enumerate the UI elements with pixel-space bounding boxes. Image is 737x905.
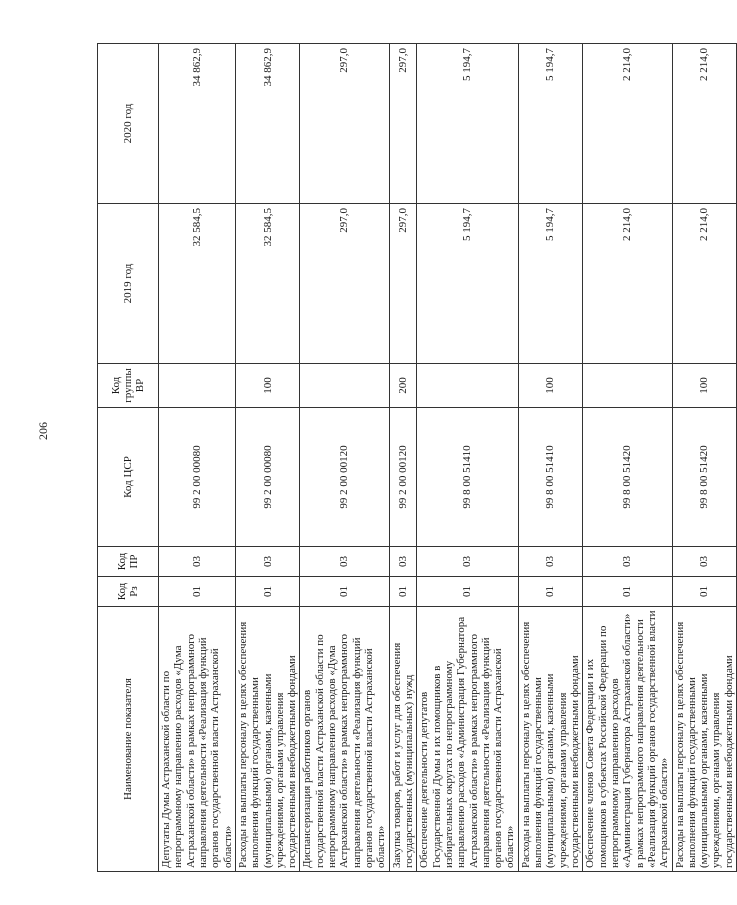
cell-name: Депутаты Думы Астраханской области по непрограммному направлению расходов «Дума Астраханской области» в рамках непрограммного направления деятельности «Реализация функций органов государственной власти Астраханской области» — [159, 607, 236, 872]
cell-rz: 01 — [300, 577, 389, 607]
cell-pr: 03 — [300, 547, 389, 577]
cell-pr: 03 — [159, 547, 236, 577]
cell-rz: 01 — [672, 577, 737, 607]
table-row — [389, 44, 417, 872]
header-2020: 2020 год — [98, 44, 159, 204]
table-row — [159, 44, 236, 872]
cell-name: Расходы на выплаты персоналу в целях обеспечения выполнения функций государственными (муниципальными) органами, казенными учреждениями, органами управления государственными внебюджетными фондами — [518, 607, 583, 872]
cell-2019: 5 194,7 — [417, 204, 519, 364]
cell-2019: 32 584,5 — [159, 204, 236, 364]
cell-2019: 32 584,5 — [235, 204, 300, 364]
cell-rz: 01 — [389, 577, 417, 607]
cell-csr: 99 2 00 00120 — [389, 408, 417, 547]
cell-2020: 34 862,9 — [235, 44, 300, 204]
cell-2019: 2 214,0 — [672, 204, 737, 364]
cell-name: Обеспечение членов Совета Федерации и их помощников в субъектах Российской Федерации по непрограммному направлению расходов «Администрация Губернатора Астраханской области» в рамках непрограммного направления деятельности «Реализация функций органов государственной власти Астраханской области» — [583, 607, 672, 872]
rotated-table-container — [97, 44, 735, 872]
cell-name: Закупка товаров, работ и услуг для обеспечения государственных (муниципальных) нужд — [389, 607, 417, 872]
cell-csr: 99 8 00 51420 — [583, 408, 672, 547]
cell-name: Расходы на выплаты персоналу в целях обеспечения выполнения функций государственными (муниципальными) органами, казенными учреждениями, органами управления государственными внебюджетными фондами — [672, 607, 737, 872]
cell-rz: 01 — [518, 577, 583, 607]
cell-2020: 2 214,0 — [583, 44, 672, 204]
budget-table — [97, 43, 737, 872]
cell-csr: 99 8 00 51420 — [672, 408, 737, 547]
header-2019: 2019 год — [98, 204, 159, 364]
page-number: 206 — [36, 422, 50, 440]
cell-pr: 03 — [583, 547, 672, 577]
cell-2020: 2 214,0 — [672, 44, 737, 204]
table-row — [583, 44, 672, 872]
cell-vr — [300, 364, 389, 408]
cell-name: Диспансеризация работников органов государственной власти Астраханской области по непрограммному направлению расходов «Дума Астраханской области» в рамках непрограммного направления деятельности «Реализация функций органов государственной власти Астраханской области» — [300, 607, 389, 872]
cell-name: Обеспечение деятельности депутатов Государственной Думы и их помощников в избирательных округах по непрограммному направлению расходов «Администрация Губернатора Астраханской области» в рамках непрограммного направления деятельности «Реализация функций органов государственной власти Астраханской области» — [417, 607, 519, 872]
cell-vr: 100 — [518, 364, 583, 408]
cell-2019: 297,0 — [389, 204, 417, 364]
cell-2020: 34 862,9 — [159, 44, 236, 204]
cell-vr: 100 — [235, 364, 300, 408]
header-pr: Код ПР — [98, 547, 159, 577]
cell-csr: 99 8 00 51410 — [417, 408, 519, 547]
cell-vr — [583, 364, 672, 408]
cell-vr: 200 — [389, 364, 417, 408]
table-row — [235, 44, 300, 872]
cell-pr: 03 — [417, 547, 519, 577]
table-row — [417, 44, 519, 872]
cell-rz: 01 — [583, 577, 672, 607]
cell-2019: 297,0 — [300, 204, 389, 364]
cell-vr: 100 — [672, 364, 737, 408]
cell-2020: 297,0 — [389, 44, 417, 204]
cell-pr: 03 — [389, 547, 417, 577]
header-vr: Код группы ВР — [98, 364, 159, 408]
cell-csr: 99 2 00 00080 — [235, 408, 300, 547]
header-rz: Код Рз — [98, 577, 159, 607]
cell-vr — [417, 364, 519, 408]
cell-pr: 03 — [672, 547, 737, 577]
cell-2019: 2 214,0 — [583, 204, 672, 364]
header-name: Наименование показателя — [98, 607, 159, 872]
cell-pr: 03 — [518, 547, 583, 577]
table-row — [672, 44, 737, 872]
header-csr: Код ЦСР — [98, 408, 159, 547]
cell-rz: 01 — [417, 577, 519, 607]
table-row — [518, 44, 583, 872]
cell-pr: 03 — [235, 547, 300, 577]
cell-csr: 99 2 00 00120 — [300, 408, 389, 547]
cell-2019: 5 194,7 — [518, 204, 583, 364]
cell-2020: 5 194,7 — [417, 44, 519, 204]
cell-csr: 99 8 00 51410 — [518, 408, 583, 547]
cell-2020: 297,0 — [300, 44, 389, 204]
cell-csr: 99 2 00 00080 — [159, 408, 236, 547]
table-header-row — [98, 44, 159, 872]
cell-vr — [159, 364, 236, 408]
cell-name: Расходы на выплаты персоналу в целях обеспечения выполнения функций государственными (муниципальными) органами, казенными учреждениями, органами управления государственными внебюджетными фондами — [235, 607, 300, 872]
table-row — [300, 44, 389, 872]
cell-rz: 01 — [159, 577, 236, 607]
cell-2020: 5 194,7 — [518, 44, 583, 204]
cell-rz: 01 — [235, 577, 300, 607]
